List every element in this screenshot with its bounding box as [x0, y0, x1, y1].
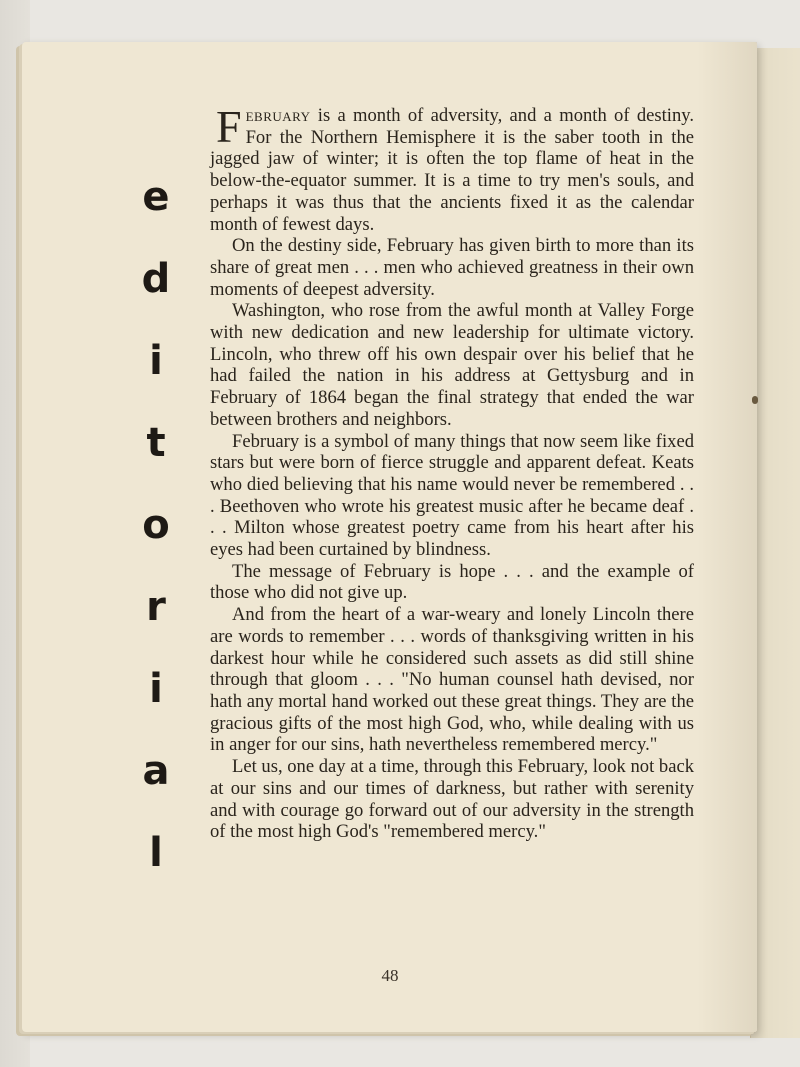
page-fold-shadow	[697, 42, 757, 1032]
paragraph-5: The message of February is hope . . . and the example of those who did not give up.	[210, 560, 694, 604]
paragraph-1	[210, 101, 694, 235]
paragraph-1-text: is a month of adversity, and a month of destiny. For the Northern Hemisphere it is the saber tooth in the jagged jaw of winter; it is often the top flame of heat in the below-the-equator summer. It is a time to try men's souls, and perhaps it was thus that the ancients fixed it as the calendar month of fewest days.	[210, 105, 694, 235]
binding-mark	[752, 396, 758, 404]
paragraph-4: February is a symbol of many things that now seem like fixed stars but were born of fierce struggle and apparent defeat. Keats who died believing that his name would never be remembered . . . Beethoven who wrote his greatest music after he became deaf . . . Milton whose greatest poetry came from his heart after his eyes had been curtained by blindness.	[210, 430, 694, 561]
heading-letter: e	[142, 174, 170, 220]
paragraph-7: Let us, one day at a time, through this February, look not back at our sins and our times of darkness, but rather with serenity and with courage go forward out of our adversity in the strength of the most high God's "remembered mercy."	[210, 756, 694, 843]
heading-letter: d	[141, 256, 171, 302]
drop-cap: F	[216, 101, 242, 152]
paragraph-2: On the destiny side, February has given birth to more than its share of great men . . . men who achieved greatness in their own moments of deepest adversity.	[210, 235, 694, 300]
heading-letter: t	[146, 420, 166, 466]
editorial-body	[210, 101, 694, 843]
page-number: 48	[381, 966, 399, 985]
heading-letter: o	[142, 502, 170, 548]
heading-letter: a	[142, 748, 170, 794]
heading-letter: i	[149, 338, 163, 384]
heading-letter: l	[149, 830, 163, 876]
heading-letter: r	[146, 584, 166, 630]
paragraph-6: And from the heart of a war-weary and lonely Lincoln there are words to remember . . . words of thanksgiving written in his darkest hour while he considered such assets as did still shine through that gloom . . . "No human counsel hath devised, nor hath any mortal hand worked out these great things. They are the gracious gifts of the most high God, who, while dealing with us in anger for our sins, hath nevertheless remembered mercy."	[210, 604, 694, 756]
facing-page-edge	[750, 48, 800, 1038]
vertical-heading-editorial	[126, 172, 186, 910]
paragraph-3: Washington, who rose from the awful month at Valley Forge with new dedication and new leadership for ultimate victory. Lincoln, who threw off his own despair over his belief that he had failed the nation in his address at Gettysburg and in February of 1864 began the final strategy that ended the war between brothers and neighbors.	[210, 300, 694, 430]
lead-word: ebruary	[245, 105, 311, 126]
heading-letter: i	[149, 666, 163, 712]
